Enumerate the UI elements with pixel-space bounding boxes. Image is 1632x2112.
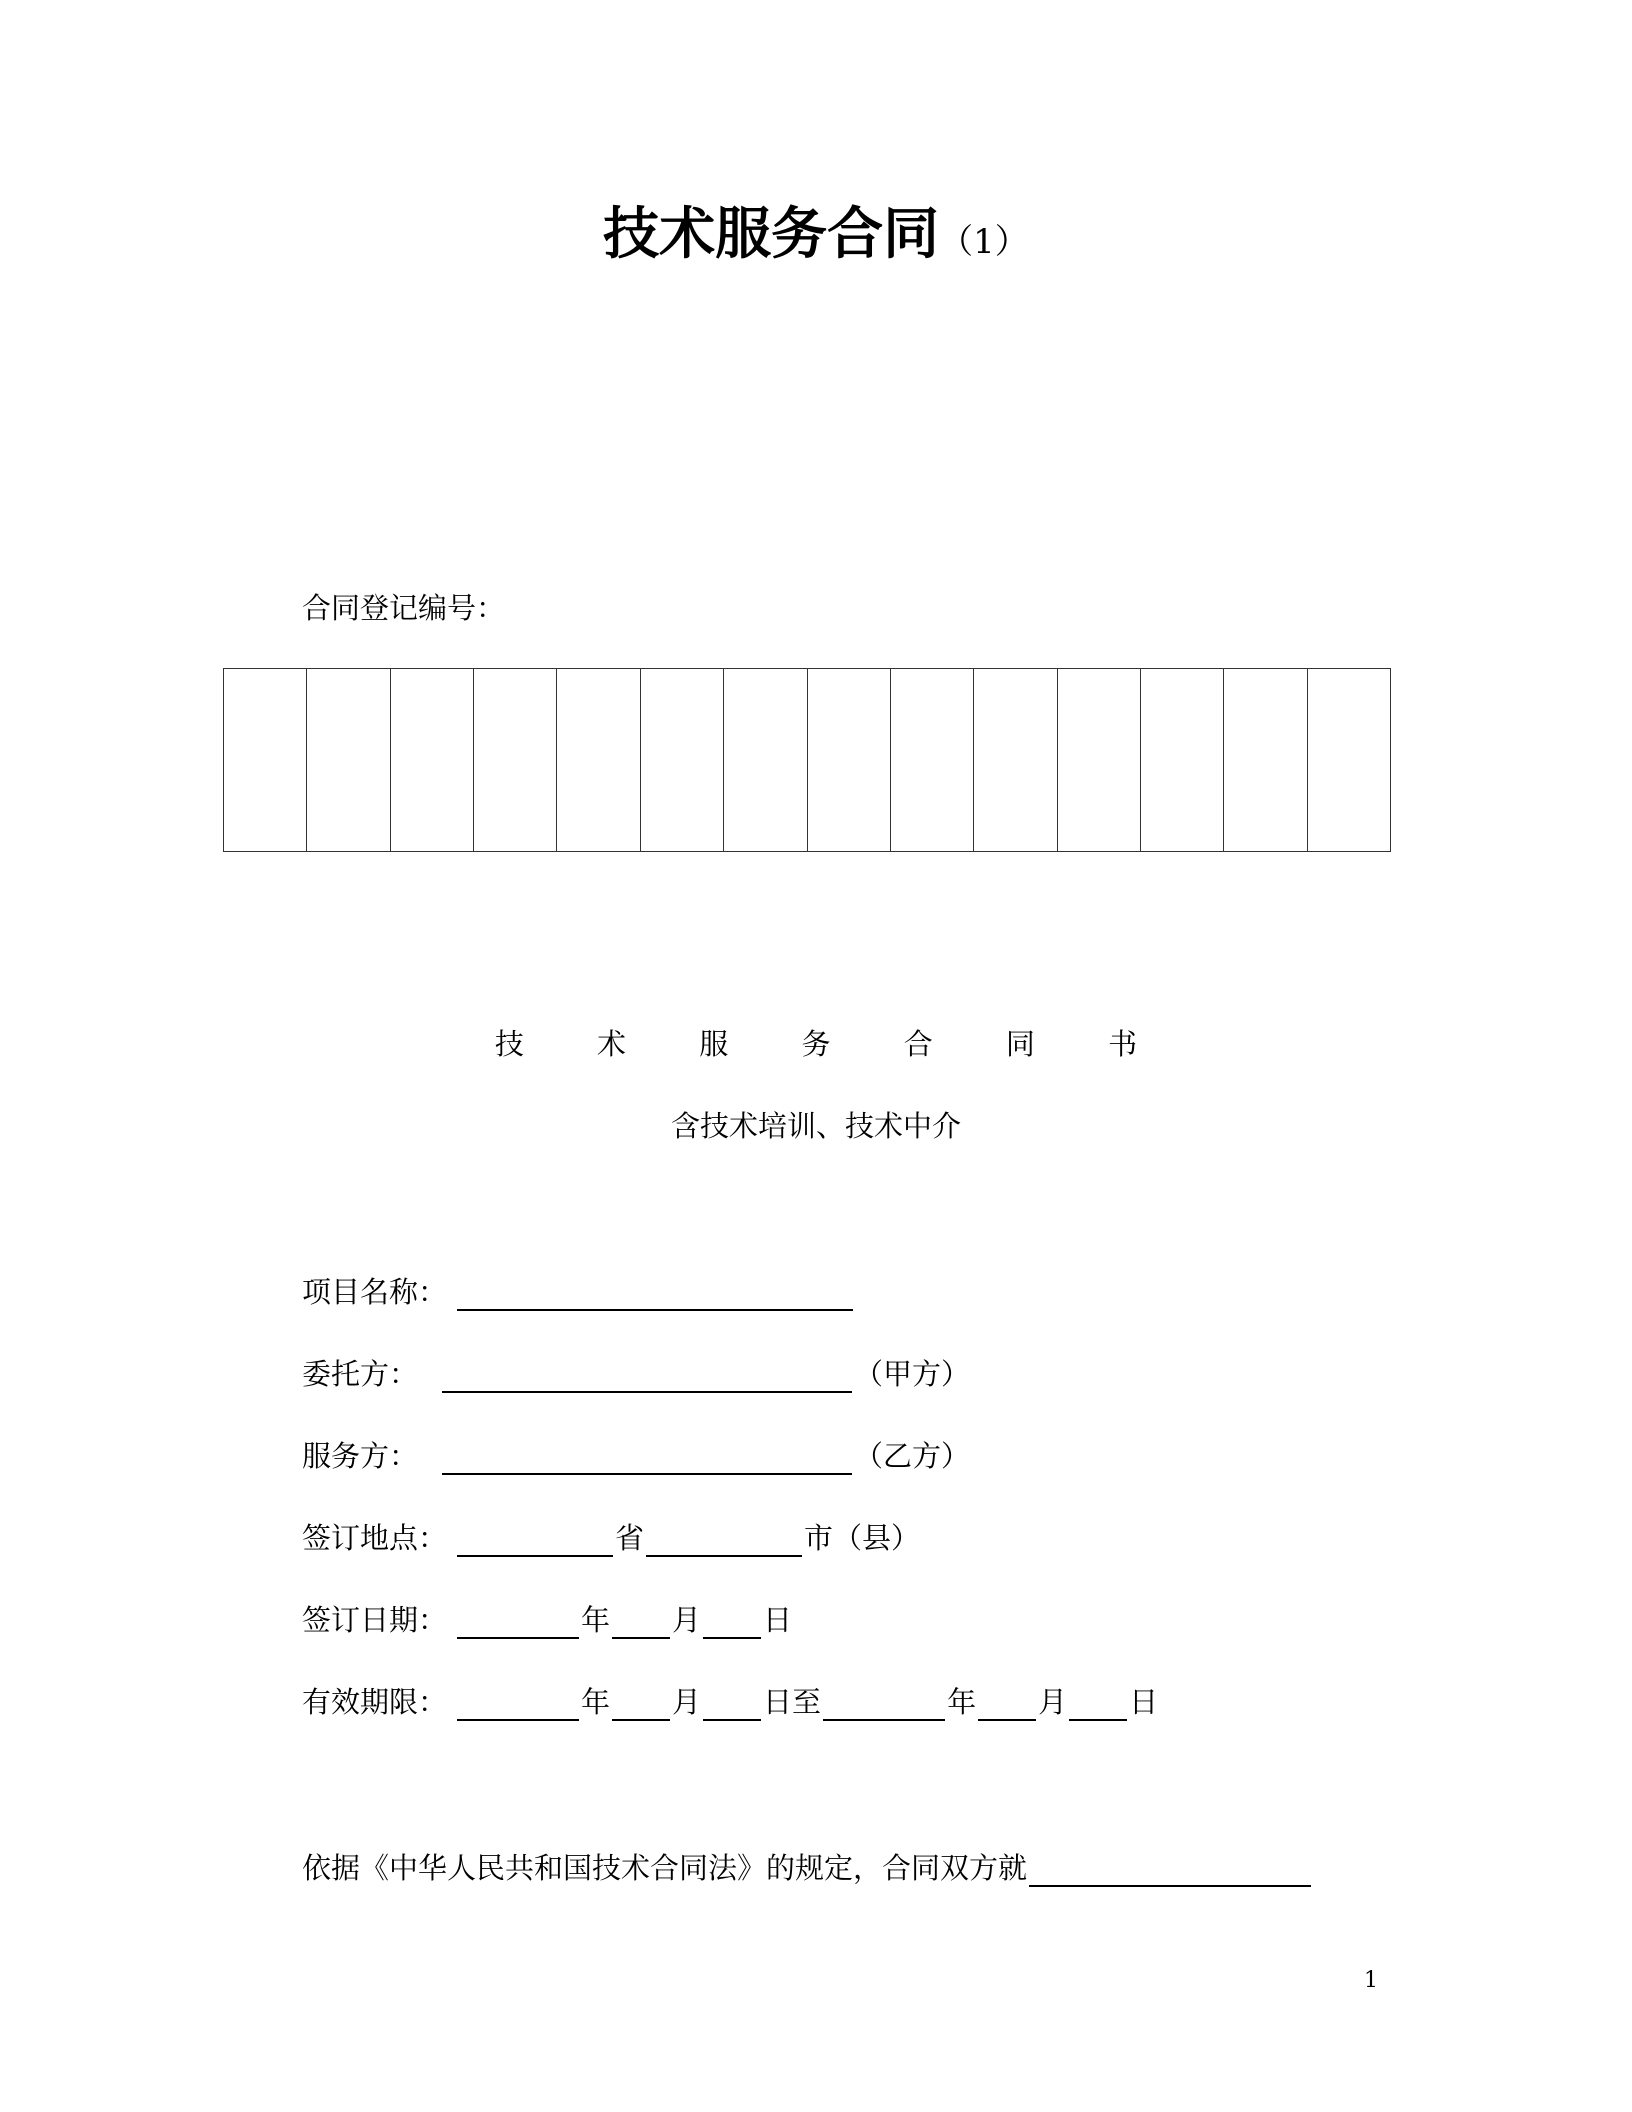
- client-label: 委托方：: [302, 1357, 419, 1391]
- page-number: 1: [1364, 1968, 1378, 1993]
- registration-box[interactable]: [1141, 669, 1224, 851]
- registration-box[interactable]: [391, 669, 474, 851]
- start-month-label: 月: [672, 1685, 702, 1719]
- city-blank[interactable]: [646, 1529, 802, 1557]
- client-row: [302, 1352, 970, 1393]
- start-day-blank[interactable]: [703, 1693, 761, 1721]
- title-main: 技术服务合同: [603, 202, 940, 267]
- registration-box[interactable]: [808, 669, 891, 851]
- start-year-label: 年: [581, 1685, 611, 1719]
- document-title: [0, 190, 1632, 270]
- end-year-blank[interactable]: [823, 1693, 945, 1721]
- registration-box[interactable]: [1308, 669, 1391, 851]
- registration-box[interactable]: [641, 669, 724, 851]
- registration-box[interactable]: [224, 669, 307, 851]
- registration-number-grid: [223, 668, 1391, 852]
- provider-label: 服务方：: [302, 1439, 419, 1473]
- validity-label: 有效期限：: [302, 1685, 448, 1719]
- sign-date-row: [302, 1598, 792, 1639]
- registration-box[interactable]: [474, 669, 557, 851]
- validity-row: [302, 1680, 1158, 1721]
- province-label: 省: [615, 1521, 645, 1555]
- city-label: 市（县）: [804, 1521, 921, 1555]
- basis-row: [302, 1846, 1313, 1887]
- sign-month-blank[interactable]: [612, 1611, 670, 1639]
- registration-box[interactable]: [724, 669, 807, 851]
- registration-box[interactable]: [974, 669, 1057, 851]
- end-year-label: 年: [947, 1685, 977, 1719]
- province-blank[interactable]: [457, 1529, 613, 1557]
- provider-suffix: （乙方）: [854, 1439, 971, 1473]
- start-day-to-label: 日至: [763, 1685, 822, 1719]
- sign-place-label: 签订地点：: [302, 1521, 448, 1555]
- end-day-blank[interactable]: [1069, 1693, 1127, 1721]
- sign-day-label: 日: [763, 1603, 793, 1637]
- end-day-label: 日: [1129, 1685, 1159, 1719]
- basis-subject-blank[interactable]: [1029, 1859, 1311, 1887]
- end-month-label: 月: [1038, 1685, 1068, 1719]
- start-year-blank[interactable]: [457, 1693, 579, 1721]
- sign-date-label: 签订日期：: [302, 1603, 448, 1637]
- project-name-row: [302, 1270, 855, 1311]
- registration-box[interactable]: [307, 669, 390, 851]
- provider-row: [302, 1434, 970, 1475]
- end-month-blank[interactable]: [978, 1693, 1036, 1721]
- sign-year-blank[interactable]: [457, 1611, 579, 1639]
- project-name-label: 项目名称：: [302, 1275, 448, 1309]
- registration-box[interactable]: [1058, 669, 1141, 851]
- basis-text: 依据《中华人民共和国技术合同法》的规定，合同双方就: [302, 1851, 1028, 1885]
- contract-scope-note: 含技术培训、技术中介: [670, 1109, 961, 1143]
- provider-blank[interactable]: [442, 1447, 852, 1475]
- contract-subheading: 技 术 服 务 合 同 书: [494, 1027, 1170, 1061]
- sign-place-row: [302, 1516, 920, 1557]
- project-name-blank[interactable]: [457, 1283, 853, 1311]
- client-blank[interactable]: [442, 1365, 852, 1393]
- registration-box[interactable]: [891, 669, 974, 851]
- registration-box[interactable]: [1224, 669, 1307, 851]
- registration-label: 合同登记编号：: [302, 591, 506, 625]
- client-suffix: （甲方）: [854, 1357, 971, 1391]
- sign-month-label: 月: [672, 1603, 702, 1637]
- title-suffix: （1）: [939, 222, 1029, 262]
- sign-year-label: 年: [581, 1603, 611, 1637]
- start-month-blank[interactable]: [612, 1693, 670, 1721]
- sign-day-blank[interactable]: [703, 1611, 761, 1639]
- registration-box[interactable]: [557, 669, 640, 851]
